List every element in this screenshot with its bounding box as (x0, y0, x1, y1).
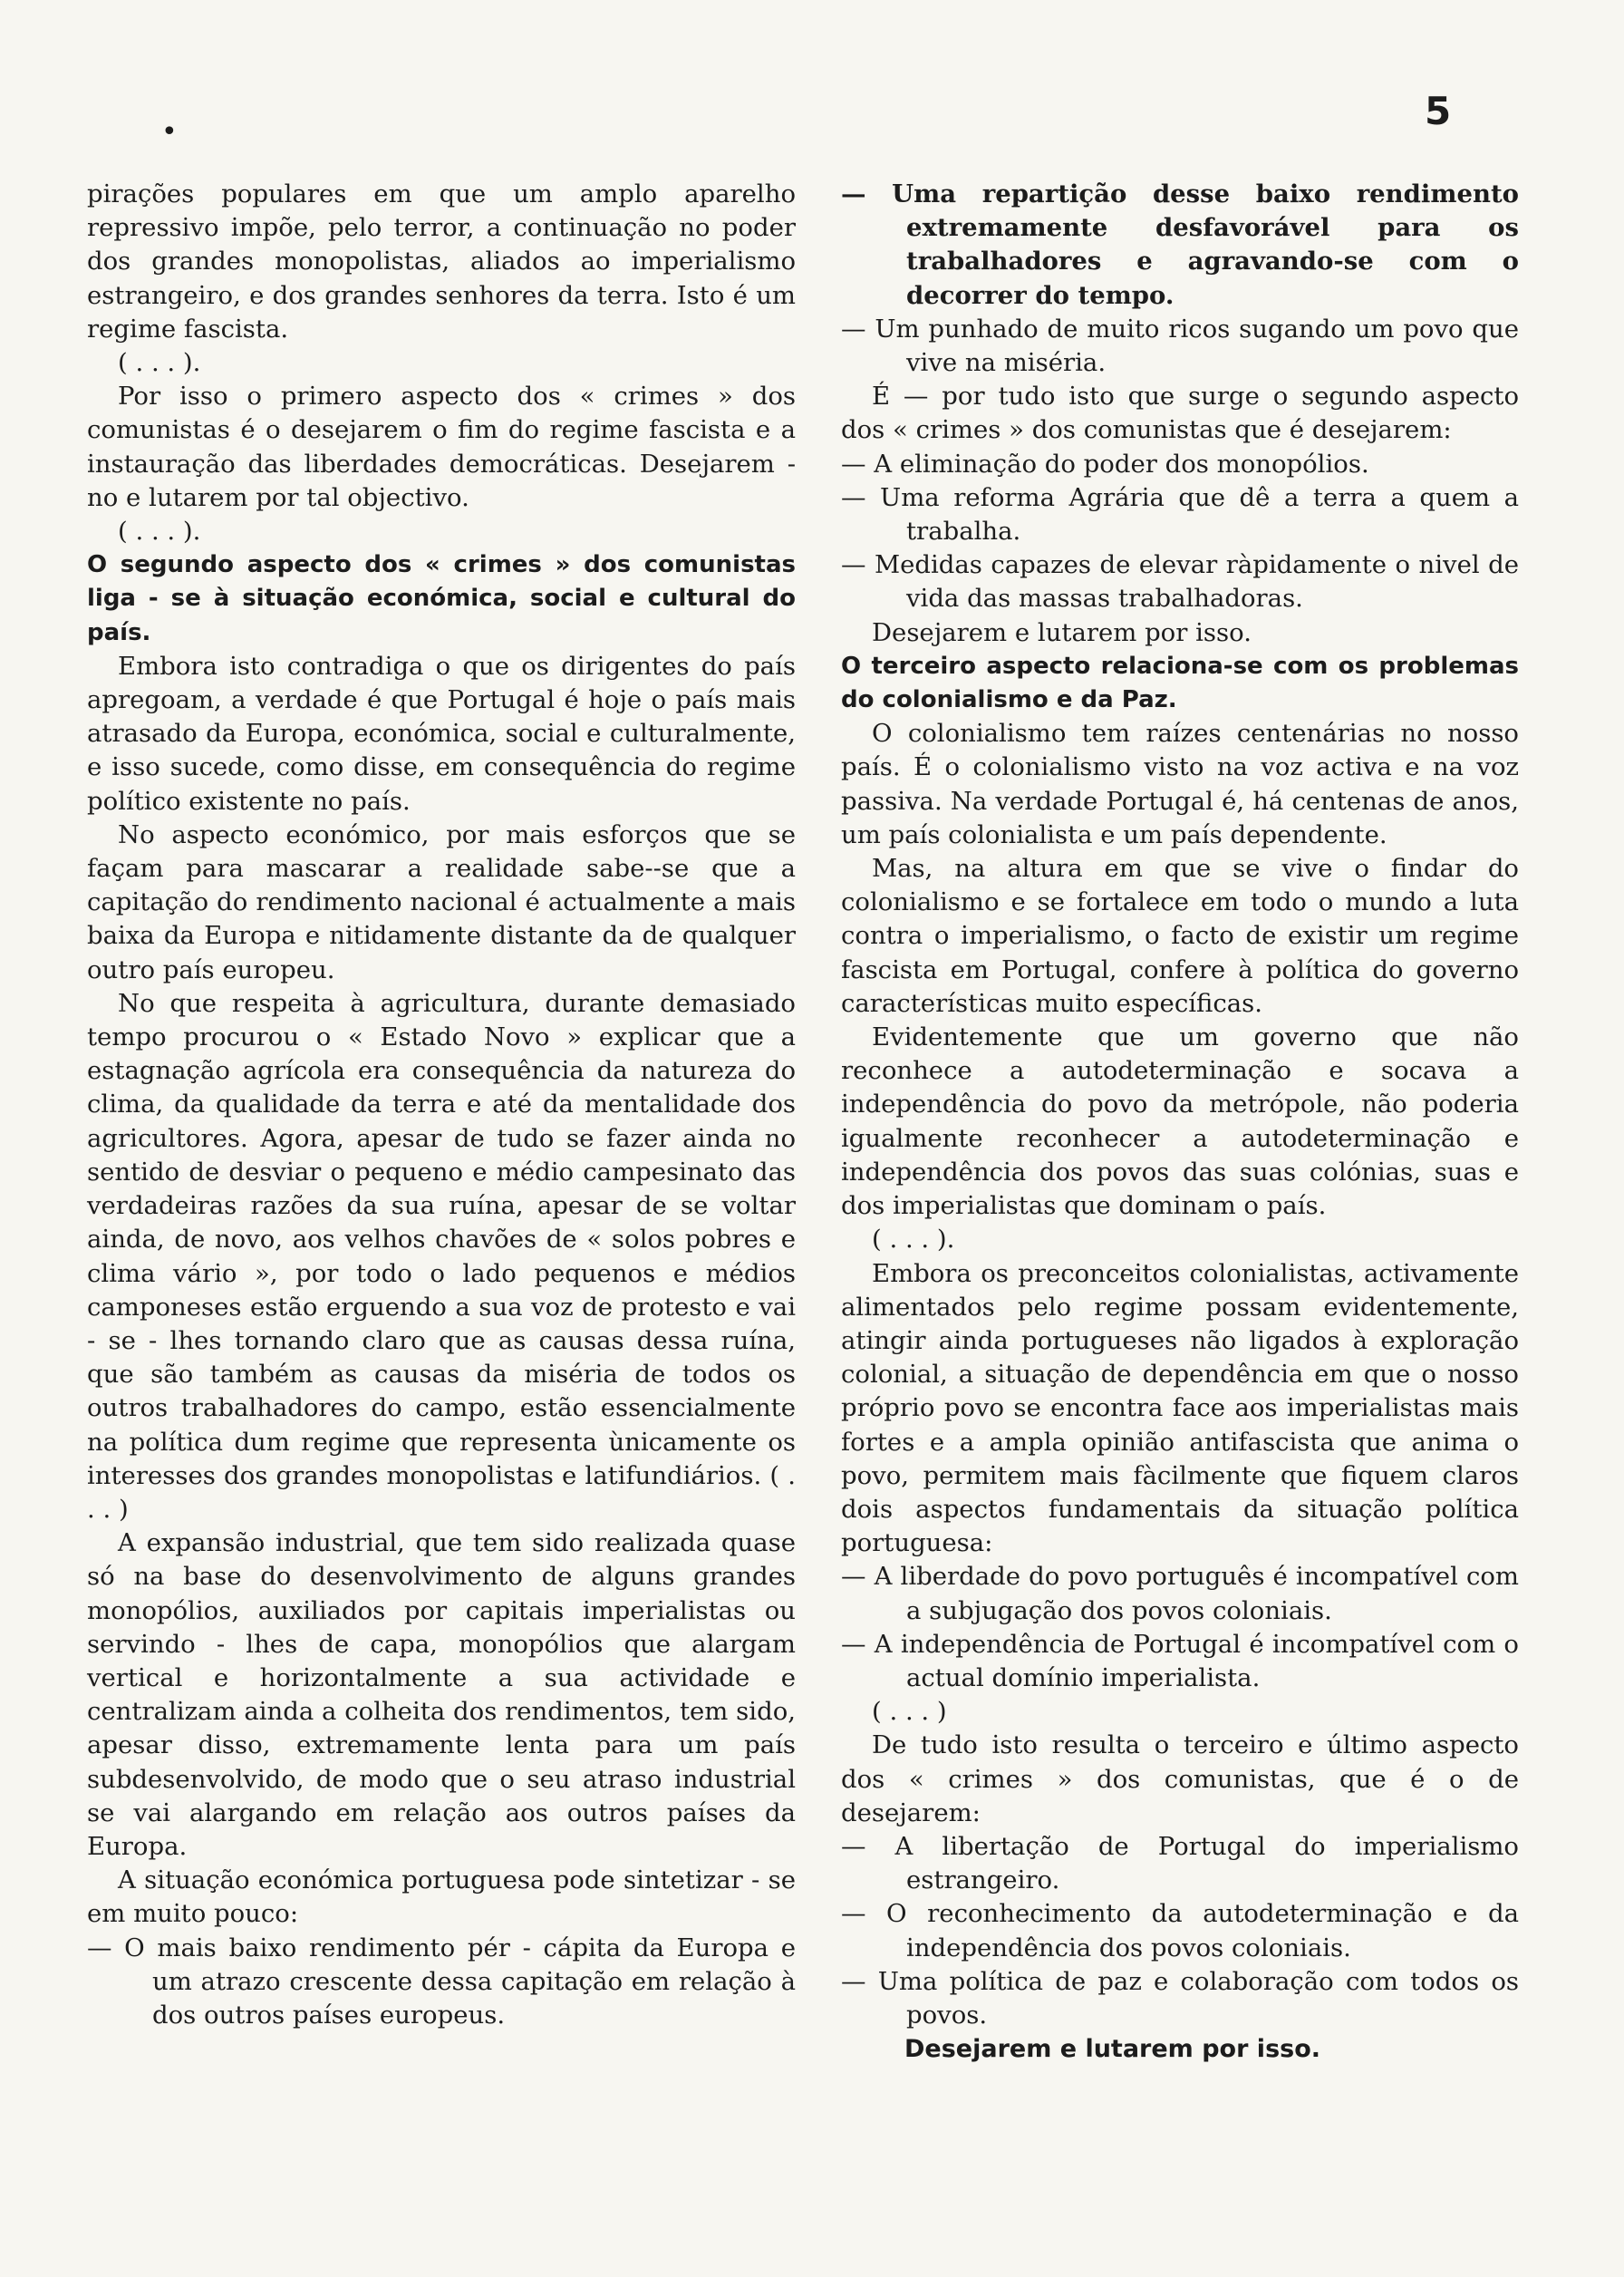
bold-paragraph: O segundo aspecto dos « crimes » dos comunistas liga - se à situação económica, social e cultural do país. (87, 551, 796, 646)
right-column (841, 178, 1519, 2066)
paragraph: É — por tudo isto que surge o segundo aspecto dos « crimes » dos comunistas que é desejarem: (841, 382, 1519, 445)
paragraph: A expansão industrial, que tem sido realizada quase só na base do desenvolvimento de alguns grandes monopólios, auxiliados por capitais imperialistas ou servindo - lhes de capa, monopólios que alargam vertical e horizontalmente a sua actividade e centralizam ainda a colheita dos rendimentos, tem sido, apesar disso, extremamente lenta para um país subdesenvolvido, de modo que o seu atraso industrial se vai alargando em relação aos outros países da Europa. (87, 1528, 796, 1861)
paragraph: ( . . . ). (872, 1225, 955, 1255)
paragraph: O colonialismo tem raízes centenárias no nosso país. É o colonialismo visto na voz activa e na voz passiva. Na verdade Portugal é, há centenas de anos, um país colonialista e um país dependente. (841, 719, 1519, 849)
list-item: — Uma política de paz e colaboração com todos os povos. (841, 1966, 1519, 2030)
paragraph: De tudo isto resulta o terceiro e último aspecto dos « crimes » dos comunistas, que é o de desejarem: (841, 1730, 1519, 1827)
list-item: — A independência de Portugal é incompatível com o actual domínio imperialista. (841, 1629, 1519, 1692)
list-item: — Uma repartição desse baixo rendimento extremamente desfavorável para os trabalhadores e agravando-se com o decorrer do tempo. (841, 179, 1519, 310)
paragraph: Evidentemente que um governo que não reconhece a autodeterminação e socava a independência do povo da metrópole, não poderia igualmente reconhecer a autodeterminação e independência dos povos das suas colónias, suas e dos imperialistas que dominam o país. (841, 1022, 1519, 1221)
bold-paragraph: Desejarem e lutarem por isso. (904, 2035, 1321, 2064)
paragraph: ( . . . ). (118, 517, 201, 547)
paragraph: ( . . . ). (118, 348, 201, 378)
paragraph: Por isso o primero aspecto dos « crimes » dos comunistas é o desejarem o fim do regime fascista e a instauração das liberdades democráticas. Desejarem - no e lutarem por tal objectivo. (87, 382, 796, 512)
list-item: — A liberdade do povo português é incompatível com a subjugação dos povos coloniais. (841, 1562, 1519, 1625)
list-item: — O mais baixo rendimento pér - cápita da Europa e um atrazo crescente dessa capitação em relação à dos outros países europeus. (87, 1933, 796, 2030)
left-column (87, 178, 796, 2032)
paragraph: Desejarem e lutarem por isso. (872, 617, 1252, 647)
paragraph: No que respeita à agricultura, durante demasiado tempo procurou o « Estado Novo » explicar que a estagnação agrícola era consequência da natureza do clima, da qualidade da terra e até da mentalidade dos agricultores. Agora, apesar de tudo se fazer ainda no sentido de desviar o pequeno e médio campesinato das verdadeiras razões da sua ruína, apesar de se voltar ainda, de novo, aos velhos chavões de « solos pobres e clima vário », por todo o lado pequenos e médios camponeses estão erguendo a sua voz de protesto e vai - se - lhes tornando claro que as causas dessa ruína, que são também as causas da miséria de todos os outros trabalhadores do campo, estão essencialmente na política dum regime que representa ùnicamente os interesses dos grandes monopolistas e latifundiários. ( . . . ) (87, 988, 796, 1524)
list-item: — A libertação de Portugal do imperialismo estrangeiro. (841, 1831, 1519, 1895)
paragraph: ( . . . ) (872, 1697, 947, 1727)
bold-paragraph: O terceiro aspecto relaciona-se com os problemas do colonialismo e da Paz. (841, 652, 1519, 714)
list-item: — A eliminação do poder dos monopólios. (841, 449, 1369, 479)
list-item: — Medidas capazes de elevar ràpidamente o nivel de vida das massas trabalhadoras. (841, 550, 1519, 614)
paragraph: Embora os preconceitos colonialistas, activamente alimentados pelo regime possam evidentemente, atingir ainda portugueses não ligados à exploração colonial, a situação de dependência em que o nosso próprio povo se encontra face aos imperialistas mais fortes e a ampla opinião antifascista que anima o povo, permitem mais fàcilmente que fiquem claros dois aspectos fundamentais da situação política portuguesa: (841, 1258, 1519, 1558)
paragraph: Mas, na altura em que se vive o findar do colonialismo e se fortalece em todo o mundo a luta contra o imperialismo, o facto de existir um regime fascista em Portugal, confere à política do governo características muito específicas. (841, 854, 1519, 1018)
list-item: — Um punhado de muito ricos sugando um povo que vive na miséria. (841, 314, 1519, 378)
list-item: — O reconhecimento da autodeterminação e da independência dos povos coloniais. (841, 1899, 1519, 1962)
page-number: 5 (1425, 89, 1452, 133)
paragraph: Embora isto contradiga o que os dirigentes do país apregoam, a verdade é que Portugal é hoje o país mais atrasado da Europa, económica, social e culturalmente, e isso sucede, como disse, em consequência do regime político existente no país. (87, 651, 796, 816)
paragraph: No aspecto económico, por mais esforços que se façam para mascarar a realidade sabe--se que a capitação do rendimento nacional é actualmente a mais baixa da Europa e nitidamente distante da de qualquer outro país europeu. (87, 819, 796, 984)
stray-dot-mark: • (161, 116, 178, 148)
paragraph: A situação económica portuguesa pode sintetizar - se em muito pouco: (87, 1865, 796, 1929)
paragraph: pirações populares em que um amplo aparelho repressivo impõe, pelo terror, a continuação no poder dos grandes monopolistas, aliados ao imperialismo estrangeiro, e dos grandes senhores da terra. Isto é um regime fascista. (87, 179, 796, 344)
list-item: — Uma reforma Agrária que dê a terra a quem a trabalha. (841, 482, 1519, 547)
